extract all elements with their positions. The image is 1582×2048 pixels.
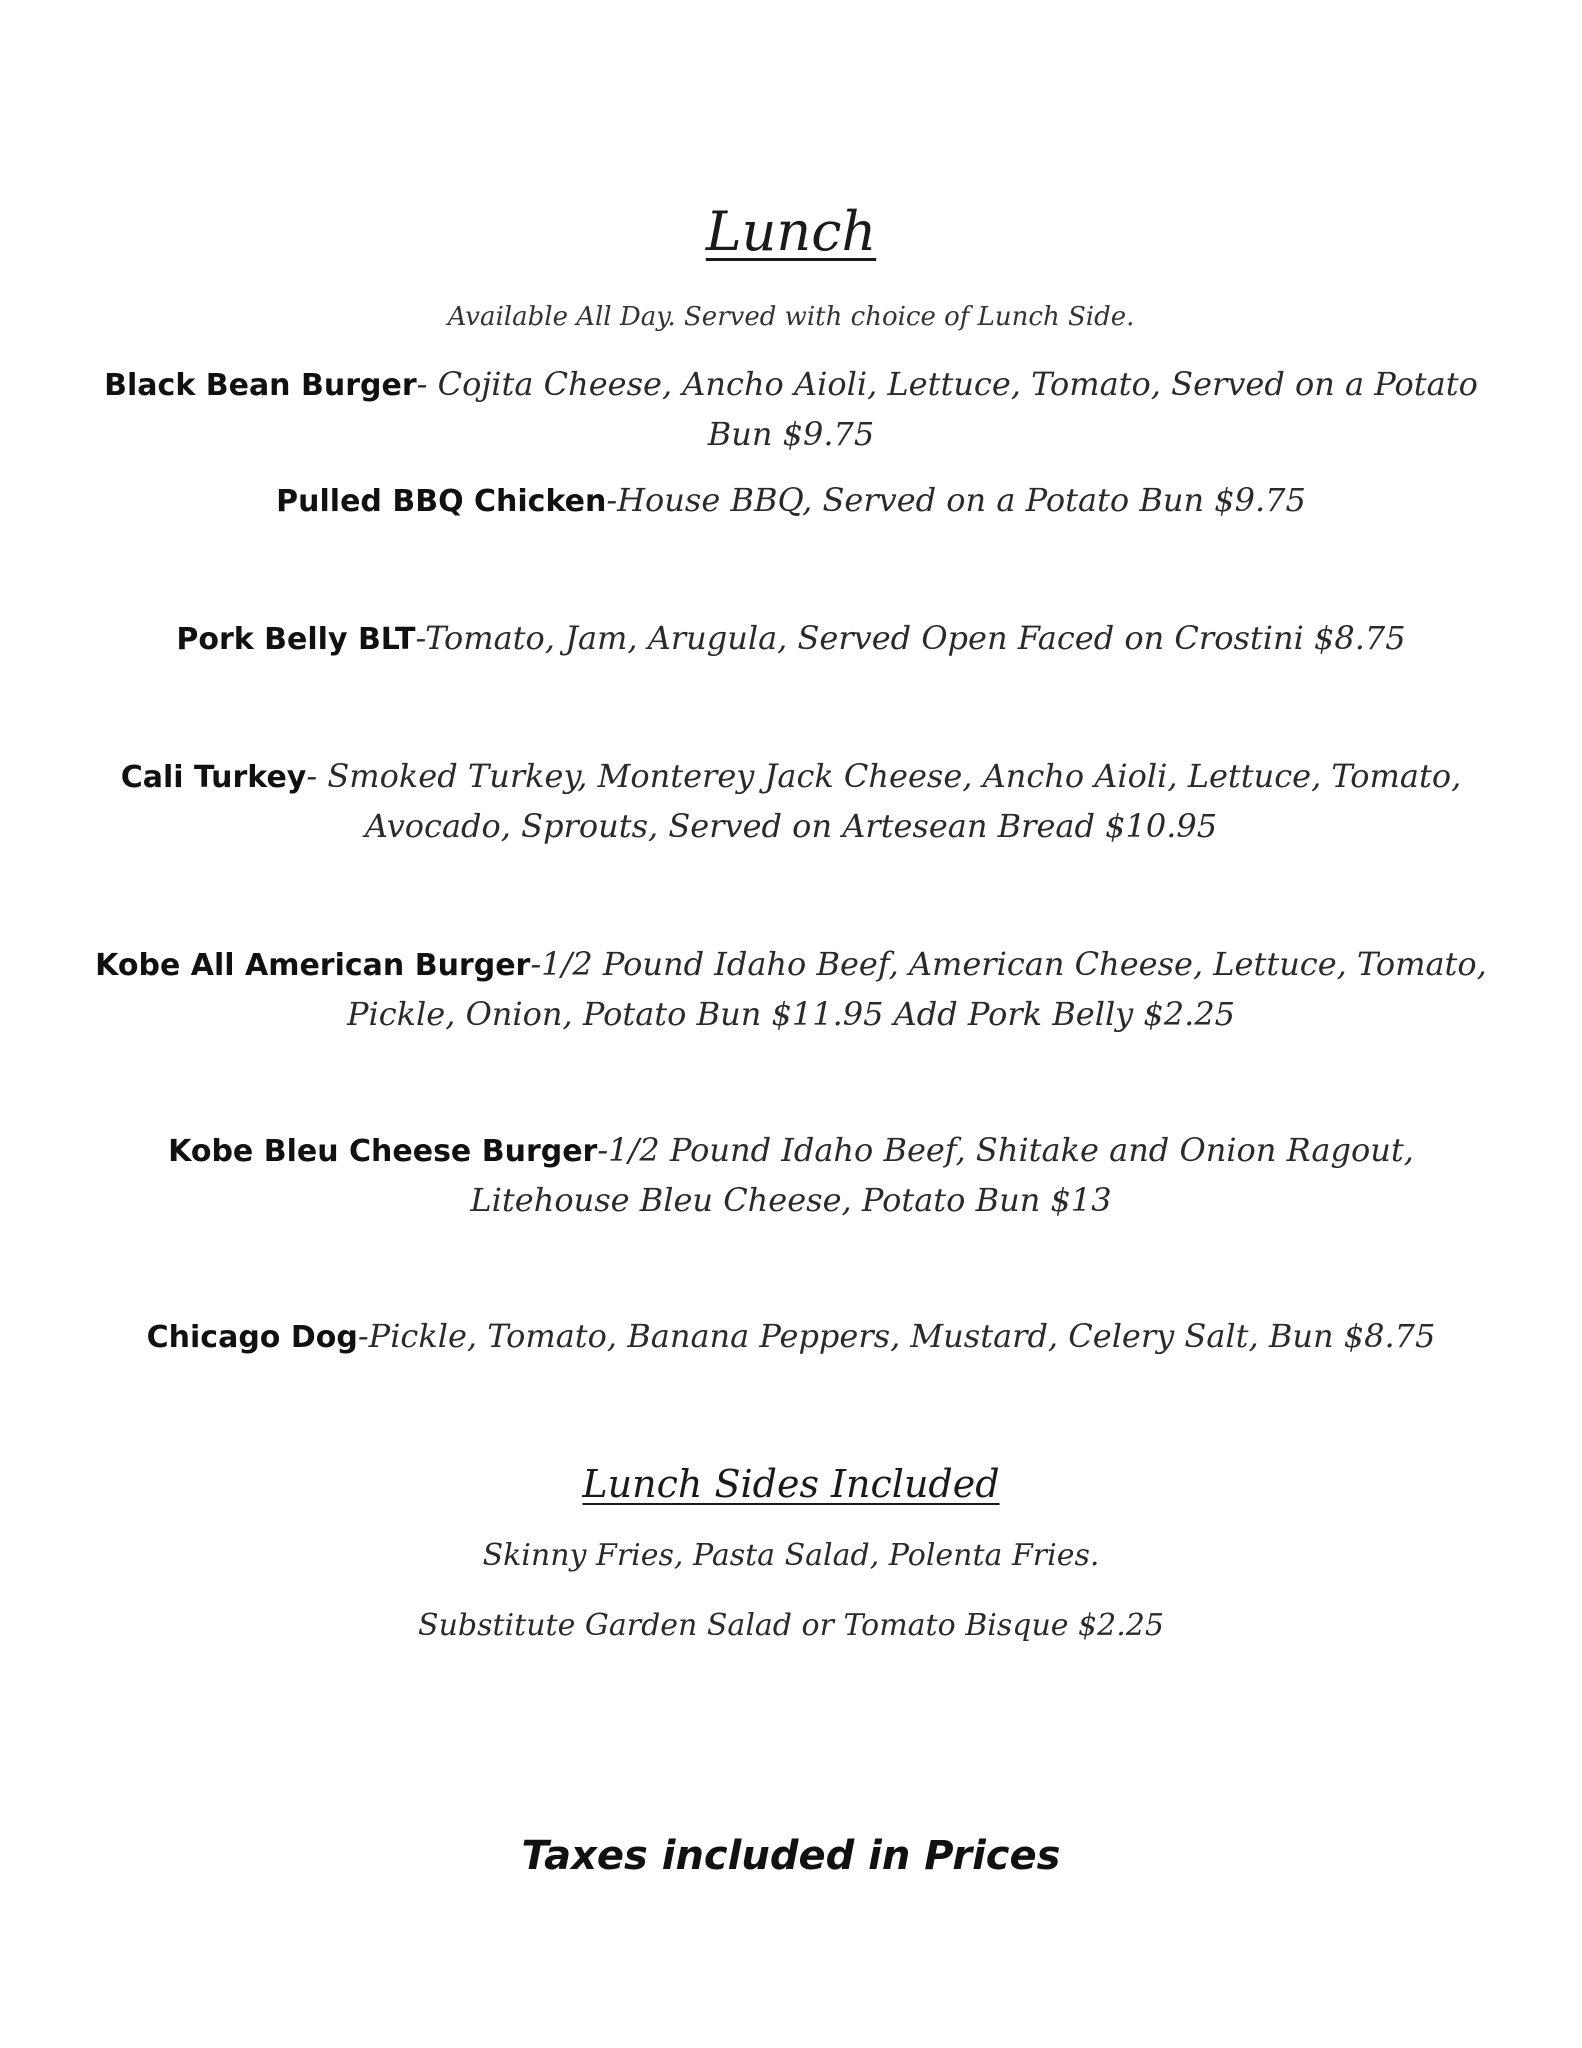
item-description: - Smoked Turkey, Monterey Jack Cheese, Ancho Aioli, Lettuce, Tomato, Avocado, Sprouts, Served on Artesean Bread $10.95 — [306, 757, 1462, 845]
item-description: -1/2 Pound Idaho Beef, American Cheese, Lettuce, Tomato, Pickle, Onion, Potato Bun $11.95 Add Pork Belly $2.25 — [346, 945, 1487, 1033]
menu-item-pork-belly-blt — [90, 614, 1492, 664]
item-name: Black Bean Burger — [104, 368, 417, 403]
sides-substitute: Substitute Garden Salad or Tomato Bisque $2.25 — [418, 1608, 1164, 1643]
item-name: Cali Turkey — [120, 760, 307, 795]
menu-item-black-bean-burger — [90, 360, 1492, 458]
item-description: -1/2 Pound Idaho Beef, Shitake and Onion Ragout, Litehouse Bleu Cheese, Potato Bun $13 — [470, 1131, 1414, 1219]
item-name: Kobe All American Burger — [95, 948, 531, 983]
item-name: Chicago Dog — [146, 1320, 358, 1355]
sides-list: Skinny Fries, Pasta Salad, Polenta Fries. — [482, 1538, 1100, 1573]
item-name: Pork Belly BLT — [176, 622, 416, 657]
item-description: -Pickle, Tomato, Banana Peppers, Mustard, Celery Salt, Bun $8.75 — [357, 1317, 1436, 1355]
item-name: Kobe Bleu Cheese Burger — [168, 1134, 598, 1169]
menu-title: Lunch — [705, 200, 877, 263]
menu-item-cali-turkey — [90, 752, 1492, 850]
item-description: -Tomato, Jam, Arugula, Served Open Faced on Crostini $8.75 — [415, 619, 1406, 657]
menu-item-chicago-dog — [90, 1312, 1492, 1362]
item-name: Pulled BBQ Chicken — [276, 484, 607, 519]
menu-item-kobe-all-american-burger — [90, 940, 1492, 1038]
taxes-note: Taxes included in Prices — [521, 1833, 1061, 1879]
sides-heading: Lunch Sides Included — [582, 1462, 1000, 1506]
menu-subtitle: Available All Day. Served with choice of Lunch Side. — [447, 302, 1135, 332]
item-description: -House BBQ, Served on a Potato Bun $9.75 — [606, 481, 1306, 519]
menu-item-pulled-bbq-chicken — [90, 476, 1492, 526]
menu-item-kobe-bleu-cheese-burger — [90, 1126, 1492, 1224]
item-description: - Cojita Cheese, Ancho Aioli, Lettuce, Tomato, Served on a Potato Bun $9.75 — [416, 365, 1478, 453]
